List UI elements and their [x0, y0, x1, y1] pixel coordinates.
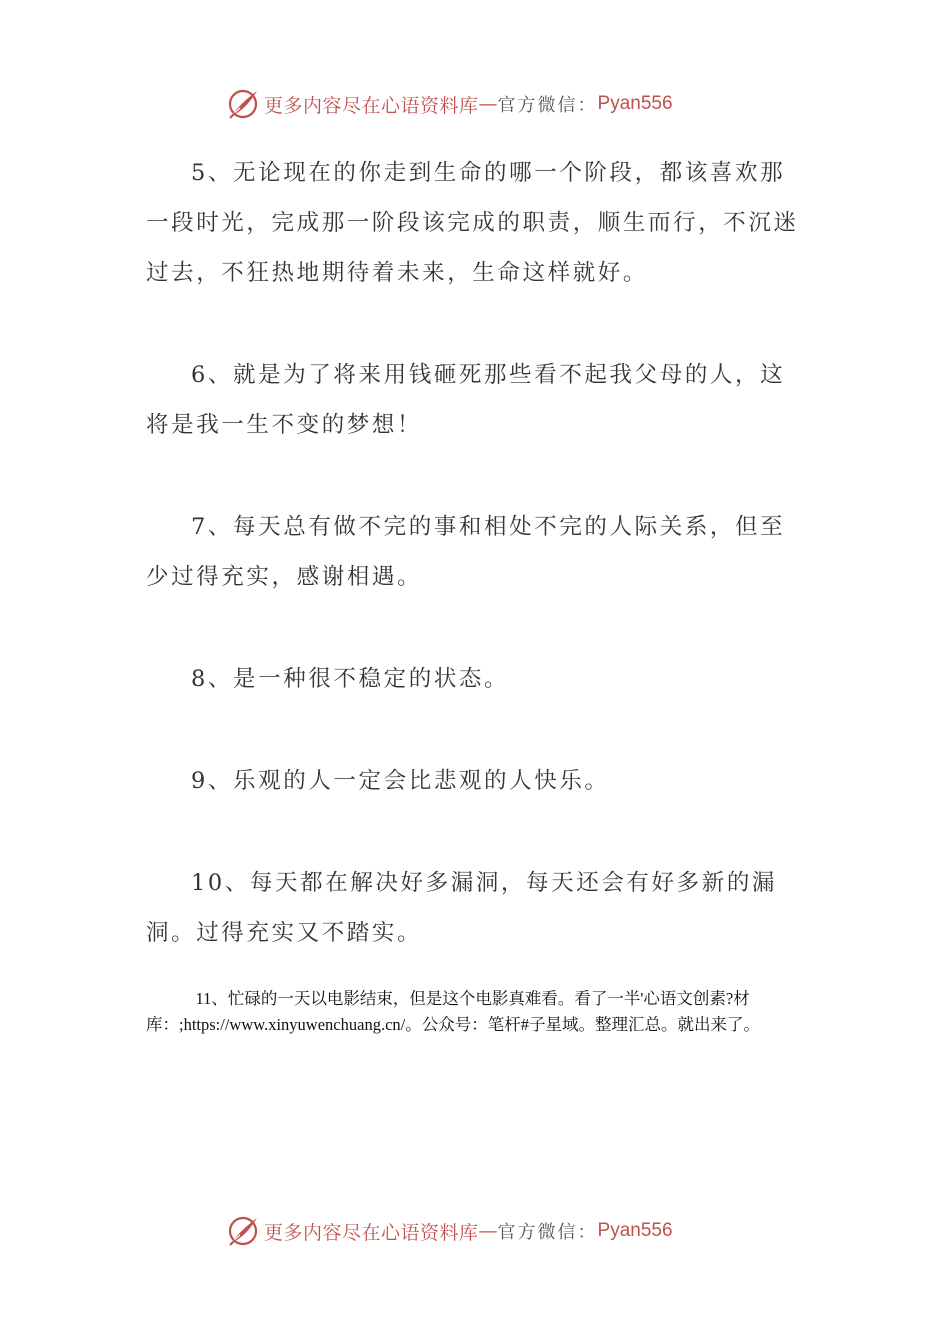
paragraph-9: 9、乐观的人一定会比悲观的人快乐。	[191, 768, 610, 794]
paragraph-6: 6、就是为了将来用钱砸死那些看不起我父母的人，这将是我一生不变的梦想！	[146, 362, 786, 438]
paragraph-8: 8、是一种很不稳定的状态。	[191, 666, 510, 692]
banner-text: 更多内容尽在心语资料库	[264, 1221, 479, 1244]
footer-banner	[226, 1211, 673, 1251]
paragraph-7: 7、每天总有做不完的事和相处不完的人际关系，但至少过得充实，感谢相遇。	[146, 514, 786, 590]
quill-logo-icon	[226, 1214, 260, 1248]
banner-wechat-id: Pyan556	[597, 1220, 673, 1241]
banner-label: 官方微信：	[497, 95, 598, 116]
banner-wechat-id: Pyan556	[597, 93, 673, 114]
banner-dash: —	[478, 93, 498, 115]
banner-text: 更多内容尽在心语资料库	[264, 94, 479, 117]
quill-logo-icon	[226, 87, 260, 121]
paragraph-5: 5、无论现在的你走到生命的哪一个阶段，都该喜欢那一段时光，完成那一阶段该完成的职责，顺生而行，不沉迷过去，不狂热地期待着未来，生命这样就好。	[146, 160, 799, 286]
banner-label: 官方微信：	[497, 1222, 598, 1243]
paragraph-10: 10、每天都在解决好多漏洞，每天还会有好多新的漏洞。过得充实又不踏实。	[146, 870, 778, 946]
banner-dash: —	[478, 1220, 498, 1242]
document-body	[146, 148, 806, 1038]
header-banner	[226, 84, 673, 124]
paragraph-11: 11、忙碌的一天以电影结束，但是这个电影真难看。看了一半'心语文创素?材库：;https://www.xinyuwenchuang.cn/。公众号：笔杆#子星域。整理汇总。就出来了。	[146, 989, 760, 1034]
